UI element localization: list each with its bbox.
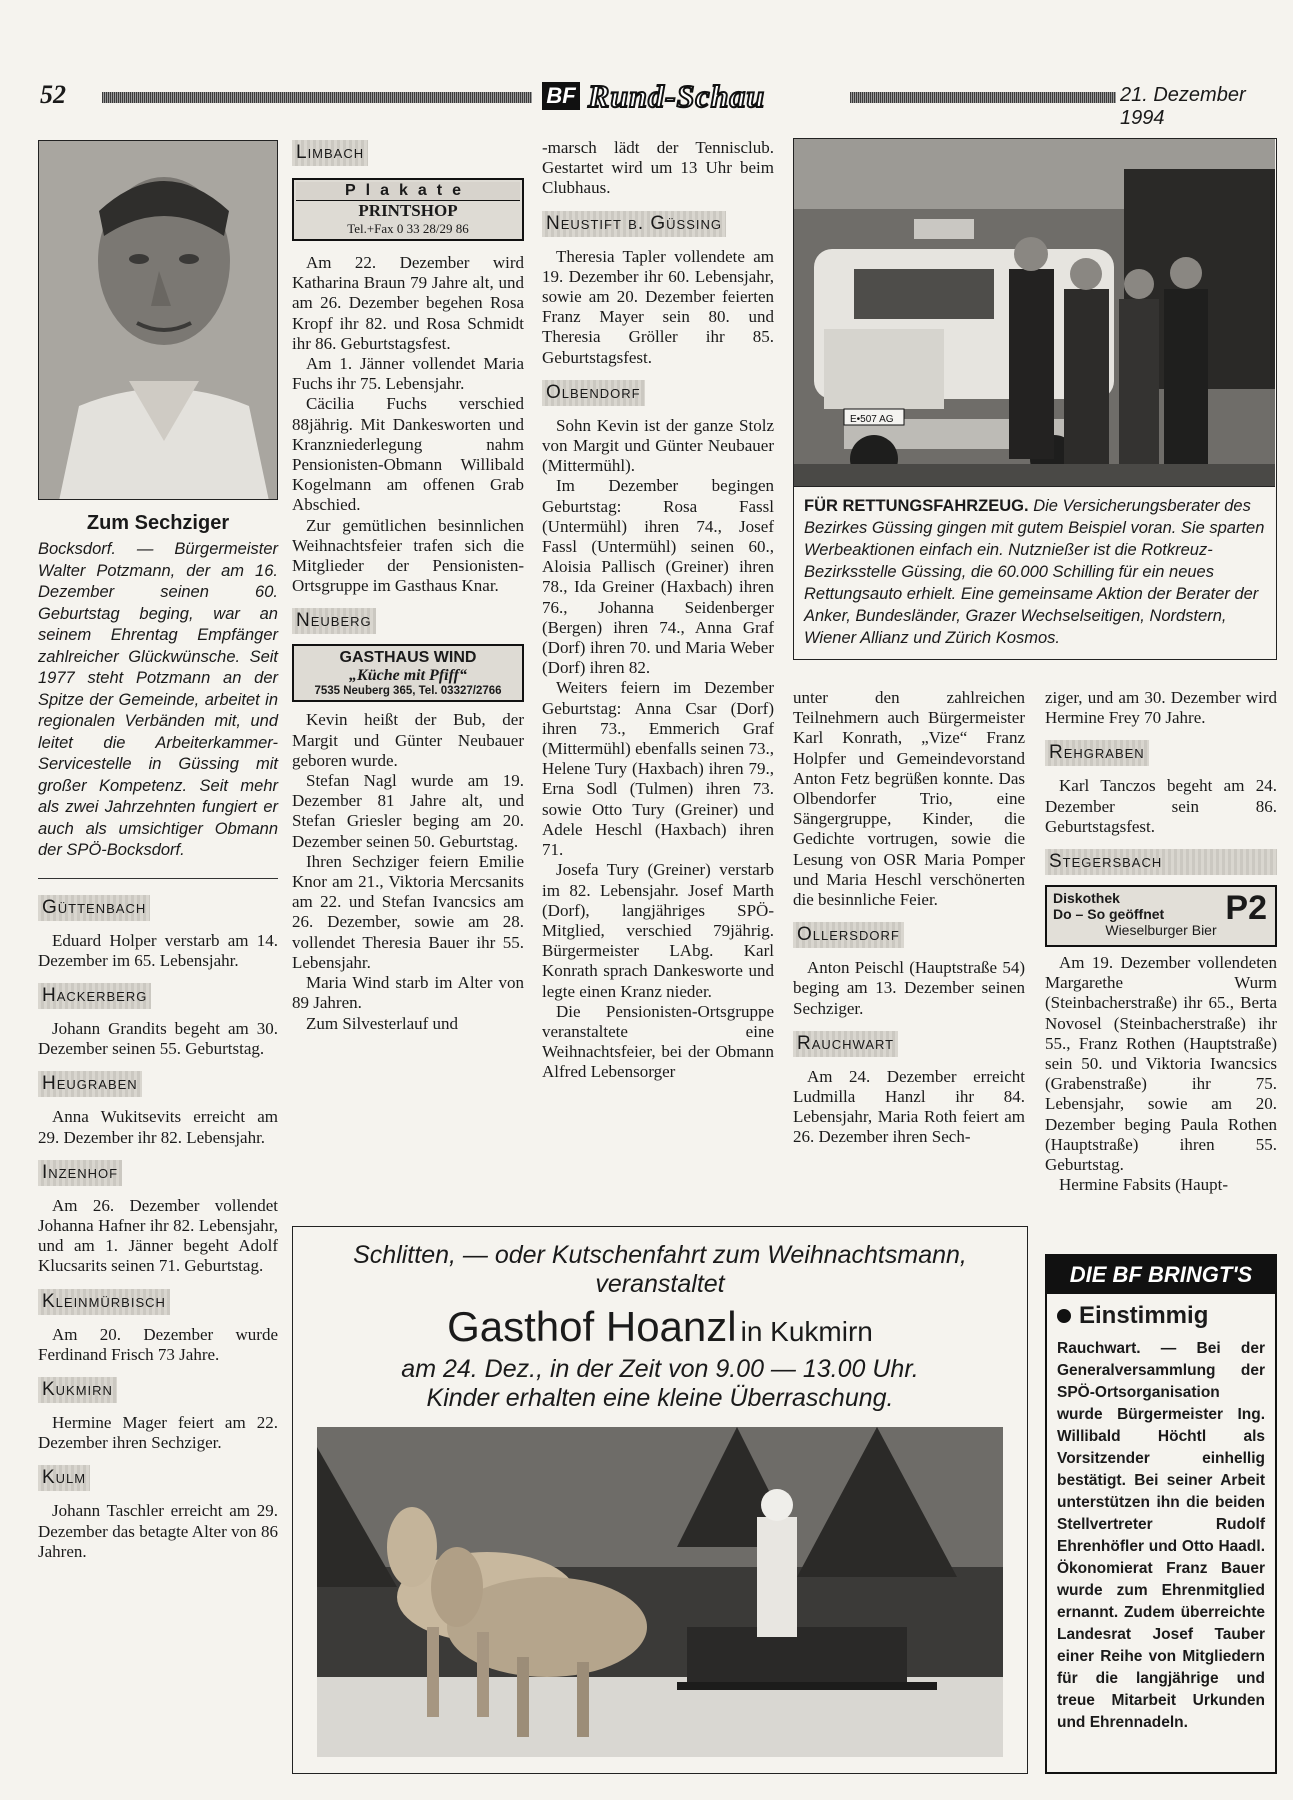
section-heading: Kulm <box>38 1465 90 1491</box>
paragraph: -marsch lädt der Tennisclub. Gestartet wird um 13 Uhr beim Clubhaus. <box>542 138 774 198</box>
column-2 <box>292 136 524 1034</box>
note-kukmirn <box>38 1365 278 1453</box>
rundschau-logo: Rund-Schau <box>588 78 766 114</box>
paragraph: Am 24. Dezember erreicht Ludmilla Hanzl ihr 84. Lebensjahr, Maria Roth feiert am 26. Dezember ihren Sech- <box>793 1066 1025 1147</box>
license-plate: E•507 AG <box>850 414 894 425</box>
rescue-scene <box>794 139 1275 487</box>
ad-line: Do – So geöffnet <box>1053 906 1165 923</box>
ad-line: PRINTSHOP <box>358 201 458 220</box>
section-heading: Inzenhof <box>38 1160 122 1186</box>
column-4 <box>793 688 1025 1148</box>
bf-bringts-heading-row <box>1057 1302 1265 1330</box>
bullet-icon <box>1057 1309 1071 1323</box>
hoanzl-line: am 24. Dez., in der Zeit von 9.00 — 13.00 Uhr. <box>401 1355 919 1383</box>
note-kulm <box>38 1453 278 1562</box>
note-guettenbach <box>38 883 278 971</box>
note-text: Johann Taschler erreicht am 29. Dezember das betagte Alter von 86 Jahren. <box>38 1501 278 1561</box>
paragraph: Sohn Kevin ist der ganze Stolz von Margit und Günter Neubauer (Mittermühl). <box>542 415 774 476</box>
note-text: Johann Grandits begeht am 30. Dezember seinen 55. Geburtstag. <box>38 1018 278 1059</box>
section-heading-neuberg: Neuberg <box>292 608 376 634</box>
paragraph: Stefan Nagl wurde am 19. Dezember 81 Jahre alt, und Stefan Griesler beging am 20. Dezember seinen 50. Geburtstag. <box>292 771 524 851</box>
portrait-caption: Bocksdorf. — Bürgermeister Walter Potzmann, der am 16. Dezember seinen 60. Geburtstag beging, war an seinem Ehrentag Empfänger zahlreicher Glückwünsche. Seit 1977 steht Potzmann an der Spitze der Gemeinde, arbeitet in regionalen Verbänden mit, und leitet die Arbeiterkammer-Servicestelle in Güssing mit großer Kompetenz. Seit mehr als zwei Jahrzehnten fungiert er auch als umsichtiger Obmann der SPÖ-Bocksdorf. <box>38 540 278 859</box>
paragraph: Am 1. Jänner vollendet Maria Fuchs ihr 75. Lebensjahr. <box>292 354 524 394</box>
paragraph: Josefa Tury (Greiner) verstarb im 82. Lebensjahr. Josef Marth (Dorf), langjähriges SPÖ-Mitglied, verschied 79jährig. Bürgermeister LAbg. Karl Konrath sprach Dankesworte und legte einen Kranz nieder. <box>542 860 774 1001</box>
portrait-heading: Zum Sechziger <box>86 512 230 534</box>
section-heading-rehgraben: Rehgraben <box>1045 740 1149 766</box>
section-heading: Heugraben <box>38 1071 142 1097</box>
ad-plakate-printshop <box>292 178 524 241</box>
ad-line: Tel.+Fax 0 33 28/29 86 <box>347 221 469 236</box>
paragraph: Cäcilia Fuchs verschied 88jährig. Mit Dankesworten und Kranzniederlegung nahm Pensionisten-Obmann Willibald Kogelmann am offenen Grab Abschied. <box>292 394 524 515</box>
ad-line: 7535 Neuberg 365, Tel. 03327/2766 <box>314 685 502 698</box>
header-rule-right <box>850 92 1116 103</box>
ad-line: Plakate <box>296 182 520 201</box>
paragraph: Theresia Tapler vollendete am 19. Dezember ihr 60. Lebensjahr, sowie am 20. Dezember feierten Franz Mayer sein 80. und Theresia Gröller ihr 85. Geburtstagsfest. <box>542 246 774 367</box>
section-heading: Kleinmürbisch <box>38 1289 170 1315</box>
paragraph: Am 22. Dezember wird Katharina Braun 79 Jahre alt, und am 26. Dezember begehen Rosa Kropf ihr 82. und Rosa Schmidt ihr 86. Geburtstagsfest. <box>292 253 524 353</box>
hoanzl-line: veranstaltet <box>595 1270 725 1298</box>
p2-badge: P2 <box>1225 889 1267 928</box>
ad-line: „Küche mit Pfiff“ <box>349 667 467 685</box>
ad-gasthof-hoanzl <box>292 1226 1028 1774</box>
ad-line: GASTHAUS WIND <box>339 649 477 667</box>
note-text: Anna Wukitsevits erreicht am 29. Dezember ihr 82. Lebensjahr. <box>38 1107 278 1147</box>
note-text: Hermine Mager feiert am 22. Dezember ihren Sechziger. <box>38 1412 278 1453</box>
column-1 <box>38 140 278 1562</box>
paragraph: Karl Tanczos begeht am 24. Dezember sein 86. Geburtstagsfest. <box>1045 776 1277 836</box>
rescue-caption-bold: FÜR RETTUNGSFAHRZEUG. <box>804 497 1029 515</box>
paragraph: Zum Silvesterlauf und <box>306 1013 459 1033</box>
section-heading: Kukmirn <box>38 1377 117 1403</box>
bf-logo: BF <box>542 82 580 110</box>
section-heading-ollersdorf: Ollersdorf <box>793 922 904 948</box>
hoanzl-place: in Kukmirn <box>740 1316 873 1347</box>
note-hackerberg <box>38 971 278 1059</box>
rescue-caption <box>794 487 1276 657</box>
section-heading-olbendorf: Olbendorf <box>542 380 645 406</box>
bf-bringts-banner: DIE BF BRINGT'S <box>1047 1256 1275 1294</box>
section-heading-limbach: Limbach <box>292 140 368 166</box>
page-header <box>36 76 1276 129</box>
rescue-caption-text: Die Versicherungsberater des Bezirkes Güssing gingen mit gutem Beispiel voran. Sie sparten Werbeaktionen einfach ein. Nutznießer ist die Rotkreuz-Bezirksstelle Güssing, die 60.000 Schilling für ein neues Rettungsauto erhielt. Eine gemeinsame Aktion der Berater der Anker, Bundesländer, Grazer Wechselseitigen, Nordstern, Wiener Allianz und Zürich Kosmos. <box>804 497 1265 647</box>
portrait-photo <box>38 140 278 500</box>
bf-bringts-content <box>1047 1294 1275 1734</box>
note-kleinmuerbisch <box>38 1277 278 1365</box>
section-heading: Hackerberg <box>38 983 151 1009</box>
paragraph: Hermine Fabsits (Haupt- <box>1059 1175 1229 1195</box>
ad-line: Diskothek <box>1053 890 1120 907</box>
hoanzl-line: Schlitten, — oder Kutschenfahrt zum Weihnachtsmann, <box>353 1241 967 1269</box>
sleigh-photo <box>317 1427 1003 1757</box>
portrait-figure <box>39 141 278 500</box>
page-number: 52 <box>40 80 66 109</box>
column-5 <box>1045 688 1277 1195</box>
paragraph: Kevin heißt der Bub, der Margit und Günter Neubauer geboren wurde. <box>292 710 524 770</box>
issue-date: 21. Dezember 1994 <box>1120 84 1246 129</box>
note-text: Am 26. Dezember vollendet Johanna Hafner ihr 82. Lebensjahr, und am 1. Jänner begeht Adolf Klucsarits seinen 71. Geburtstag. <box>38 1195 278 1276</box>
paragraph: Im Dezember begingen Geburtstag: Rosa Fassl (Untermühl) ihren 74., Josef Fassl (Untermühl) seinen 60., Aloisia Pallisch (Greiner) ihren 78., Ida Greiner (Haxbach) ihren 76., Johanna Seidenberger (Bergen) ihren 74., Anna Graf (Dorf) ihren 70. und Maria Weber (Dorf) ihren 82. <box>542 476 774 678</box>
paragraph: ziger, und am 30. Dezember wird Hermine Frey 70 Jahre. <box>1045 688 1277 728</box>
column-3 <box>542 138 774 1083</box>
paragraph: Am 19. Dezember vollendeten Margarethe Wurm (Steinbacherstraße) ihr 65., Berta Novosel (Steinbacherstraße) ihr 55., Franz Rothen (Hauptstraße) sein 50. und Viktoria Iwancsics (Grabenstraße) ihr 75. Lebensjahr, sowie am 20. Dezember beging Paula Rothen (Hauptstraße) ihren 55. Geburtstag. <box>1045 953 1277 1175</box>
paragraph: Ihren Sechziger feiern Emilie Knor am 21., Viktoria Mercsanits am 22. und Stefan Ivancsics am 26. Dezember, sowie am 28. vollendet Theresia Bauer ihr 55. Lebensjahr. <box>292 851 524 972</box>
paragraph: Anton Peischl (Hauptstraße 54) beging am 13. Dezember seinen Sechziger. <box>793 958 1025 1018</box>
note-text: Eduard Holper verstarb am 14. Dezember im 65. Lebensjahr. <box>38 930 278 970</box>
rescue-photo-box <box>793 138 1277 660</box>
paragraph: Weiters feiern im Dezember Geburtstag: Anna Csar (Dorf) ihren 73., Emmerich Graf (Mittermühl) ebenfalls seinen 73., Helene Tury (Haxbach) ihren 79., Erna Sodl (Tulmen) ihren 73. sowie Otto Tury (Greiner) und Adele Heschl (Haxbach) ihren 71. <box>542 678 774 860</box>
bf-bringts-box <box>1045 1254 1277 1774</box>
ad-line: Wieselburger Bier <box>1105 922 1217 939</box>
paragraph: Zur gemütlichen besinnlichen Weihnachtsfeier trafen sich die Mitglieder der Pensionisten-Ortsgruppe im Gasthaus Knar. <box>292 515 524 596</box>
section-heading-stegersbach: Stegersbach <box>1045 849 1277 875</box>
header-rule-left <box>102 92 532 103</box>
rescue-photo <box>794 139 1275 487</box>
hoanzl-name: Gasthof Hoanzl <box>447 1303 737 1350</box>
ad-diskothek-p2 <box>1045 885 1277 947</box>
bf-bringts-text: Rauchwart. — Bei der Generalversammlung der SPÖ-Ortsorganisation wurde Bürgermeister Ing. Willibald Höchtl als Vorsitzender einhellig bestätigt. Bei seiner Arbeit unterstützen ihn die beiden Stellvertreter Rudolf Ehrenhöfler und Otto Haadl. Ökonomierat Franz Bauer wurde zum Ehrenmitglied ernannt. Zudem überreichte Landesrat Josef Tauber einer Reihe von Mitgliedern für die langjährige und treue Mitarbeit Urkunden und Ehrennadeln. <box>1057 1340 1265 1731</box>
ad-gasthaus-wind <box>292 644 524 702</box>
sleigh-scene <box>317 1427 1003 1757</box>
hoanzl-line: Kinder erhalten eine kleine Überraschung. <box>426 1384 894 1412</box>
bf-bringts-heading: Einstimmig <box>1079 1302 1209 1329</box>
column-1-divider <box>38 878 278 879</box>
section-heading-rauchwart: Rauchwart <box>793 1031 898 1057</box>
hoanzl-name-row <box>293 1303 1027 1351</box>
note-heugraben <box>38 1059 278 1147</box>
note-inzenhof <box>38 1148 278 1277</box>
section-heading-neustift: Neustift b. Güssing <box>542 211 726 237</box>
section-heading: Güttenbach <box>38 895 150 921</box>
paragraph: Die Pensionisten-Ortsgruppe veranstaltete eine Weihnachtsfeier, bei der Obmann Alfred Lebensorger <box>542 1001 774 1082</box>
paragraph: unter den zahlreichen Teilnehmern auch Bürgermeister Karl Konrath, „Vize“ Franz Holpfer und Gemeindevorstand Anton Fetz begrüßen konnte. Das Olbendorfer Trio, eine Sängergruppe, Kinder, die Gedichte vortrugen, sowie die Lesung von OSR Maria Pomper und Maria Heschl verschönerten die besinnliche Feier. <box>793 688 1025 910</box>
paragraph: Maria Wind starb im Alter von 89 Jahren. <box>292 973 524 1013</box>
note-text: Am 20. Dezember wurde Ferdinand Frisch 73 Jahre. <box>38 1324 278 1364</box>
